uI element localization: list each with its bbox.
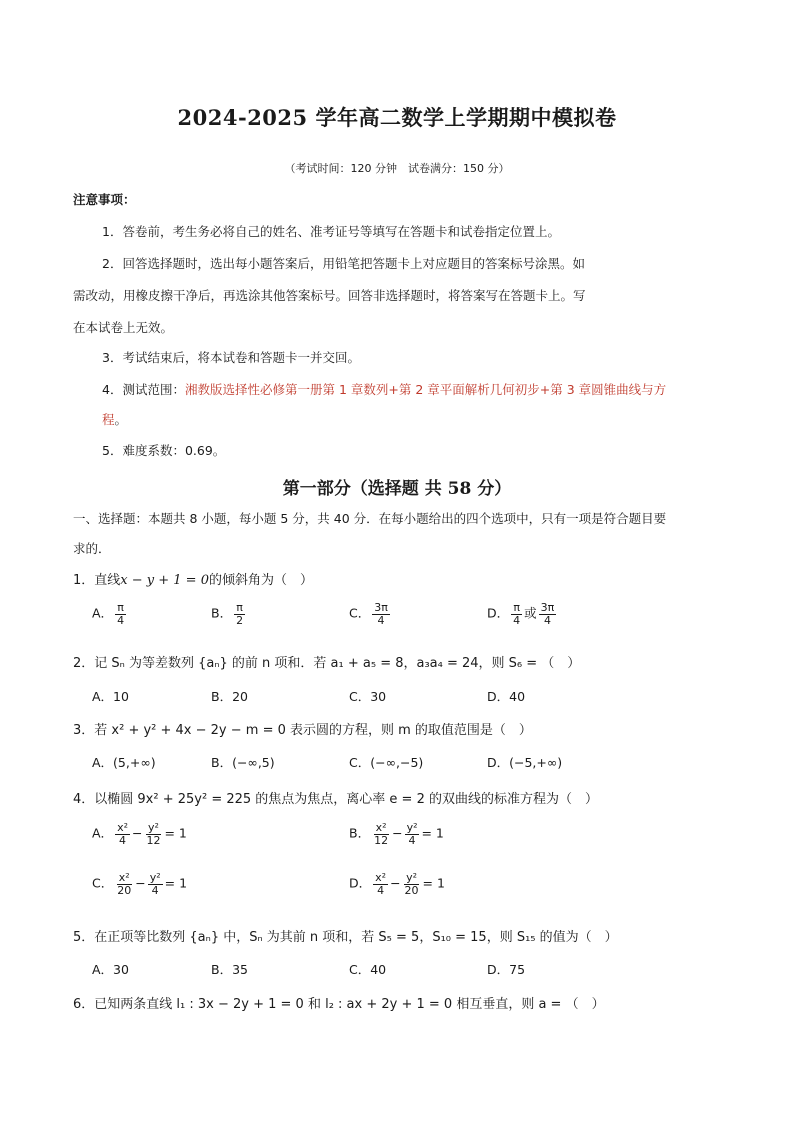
question-5-option-b: B．35 [211,962,248,977]
note-1: 1．答卷前，考生务必将自己的姓名、准考证号等填写在答题卡和试卷指定位置上。 [102,224,560,239]
note-4-scope: 湘教版选择性必修第一册第 1 章数列+第 2 章平面解析几何初步+第 3 章圆锥曲线与方 [184,382,667,397]
question-3-option-d: D．(−5,+∞) [487,755,563,770]
note-5: 5．难度系数：0.69。 [102,443,226,458]
question-1-option-c: C． $\frac{3\pi}{4}$ [349,601,388,627]
question-4-option-c: C． $\frac{\text{x²}}{20}$ − $\frac{\text{y²}}{4}$ = 1 [92,871,188,897]
section-1-intro-line-2: 求的． [73,541,111,556]
page-title: 2024-2025 学年高二数学上学期期中模拟卷 [177,105,617,130]
note-4-line-1 [102,380,666,398]
exam-subtitle: （考试时间：120 分钟 试卷满分：150 分） [284,162,510,175]
question-3-stem: 3．若 x² + y² + 4x − 2y − m = 0 表示圆的方程，则 m 的取值范围是（ ） [73,723,532,738]
question-1-stem: 1．直线x − y + 1 = 0的倾斜角为（ ） [73,573,313,588]
question-5-option-d: D．75 [487,962,526,977]
note-3: 3．考试结束后，将本试卷和答题卡一并交回。 [102,350,360,365]
note-2-line-2: 需改动，用橡皮擦干净后，再选涂其他答案标号。回答非选择题时，将答案写在答题卡上。写 [73,288,586,303]
section-1-heading: 第一部分（选择题 共 58 分） [282,479,512,499]
question-3-option-b: B．(−∞,5) [211,755,275,770]
question-4-option-b: B． $\frac{\text{x²}}{12}$ − $\frac{\text{y²}}{4}$ = 1 [349,821,444,847]
note-4-line-2: 程。 [102,412,128,427]
note-4-prefix: 4．测试范围： [102,382,185,397]
notes-heading: 注意事项： [73,192,136,207]
question-4-stem: 4．以椭圆 9x² + 25y² = 225 的焦点为焦点，离心率 e = 2 的双曲线的标准方程为（ ） [73,792,598,807]
question-3-option-a: A．(5,+∞) [92,755,156,770]
section-1-intro-line-1: 一、选择题：本题共 8 小题，每小题 5 分，共 40 分．在每小题给出的四个选项中，只有一项是符合题目要 [73,511,667,526]
question-2-option-c: C．30 [349,689,387,704]
question-5-option-a: A．30 [92,962,129,977]
question-2-stem: 2．记 Sₙ 为等差数列 {aₙ} 的前 n 项和．若 a₁ + a₅ = 8，a₃a₄ = 24，则 S₆ = （ ） [73,656,581,671]
question-1-option-b: B． $\frac{\pi}{2}$ [211,601,244,627]
question-3-option-c: C．(−∞,−5) [349,755,424,770]
note-2-line-1: 2．回答选择题时，选出每小题答案后，用铅笔把答题卡上对应题目的答案标号涂黑。如 [102,256,585,271]
question-5-stem: 5．在正项等比数列 {aₙ} 中，Sₙ 为其前 n 项和，若 S₅ = 5，S₁₀ = 15，则 S₁₅ 的值为（ ） [73,930,618,945]
question-2-option-d: D．40 [487,689,526,704]
question-5-option-c: C．40 [349,962,387,977]
question-4-option-d: D． $\frac{\text{x²}}{4}$ − $\frac{\text{y²}}{20}$ = 1 [349,871,445,897]
question-1-option-d: D． $\frac{\pi}{4}$ 或 $\frac{3\pi}{4}$ [487,601,555,627]
question-1-option-a: A． $\frac{\pi}{4}$ [92,601,125,627]
note-4-scope-end: 程 [102,412,115,427]
question-2-option-a: A．10 [92,689,129,704]
question-4-option-a: A． $\frac{\text{x²}}{4}$ − $\frac{\text{y²}}{12}$ = 1 [92,821,187,847]
question-2-option-b: B．20 [211,689,248,704]
question-6-stem: 6．已知两条直线 l₁ : 3x − 2y + 1 = 0 和 l₂ : ax + 2y + 1 = 0 相互垂直，则 a = （ ） [73,997,605,1012]
note-2-line-3: 在本试卷上无效。 [73,320,174,335]
